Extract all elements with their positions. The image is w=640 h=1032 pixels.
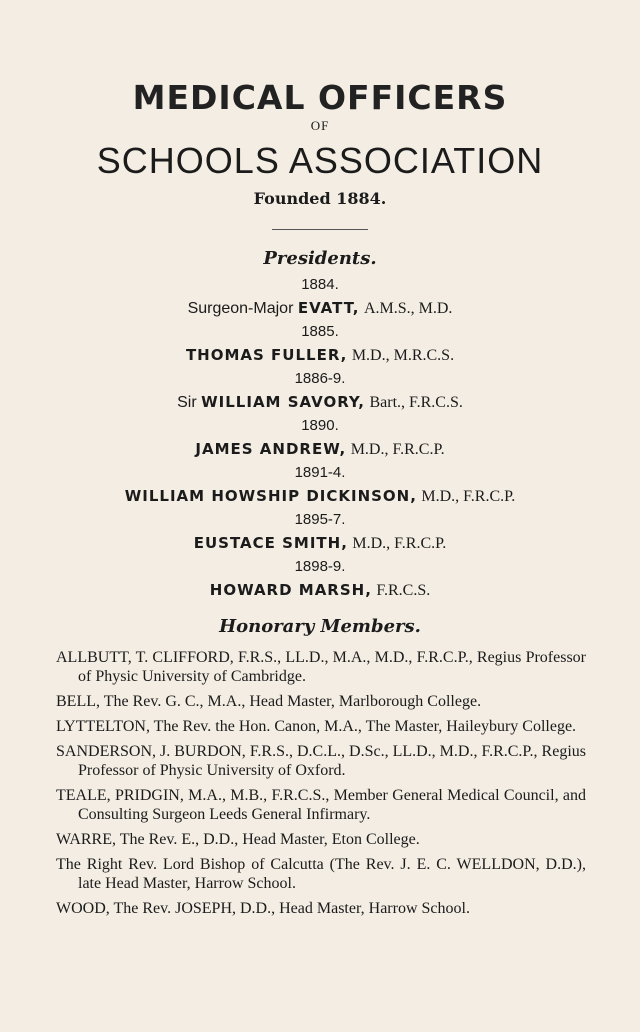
president-name-line: [0, 437, 640, 461]
president-year: 1886-9.: [294, 370, 346, 387]
member-entry: The Right Rev. Lord Bishop of Calcutta (The Rev. J. E. C. WELLDON, D.D.), late Head Master, Harrow School.: [56, 856, 586, 892]
member-entry: WOOD, The Rev. JOSEPH, D.D., Head Master, Harrow School.: [56, 900, 470, 917]
president-degrees: M.D., F.R.C.P.: [350, 441, 445, 458]
president-degrees: M.D., M.R.C.S.: [351, 347, 455, 364]
member-entry: SANDERSON, J. BURDON, F.R.S., D.C.L., D.Sc., LL.D., M.D., F.R.C.P., Regius Professor of Physic University of Oxford.: [56, 743, 586, 779]
president-degrees: A.M.S., M.D.: [363, 300, 453, 317]
president-year: 1890.: [301, 417, 339, 434]
member-entry: TEALE, PRIDGIN, M.A., M.B., F.R.C.S., Member General Medical Council, and Consulting Surgeon Leeds General Infirmary.: [56, 787, 586, 823]
president-entry: [0, 509, 640, 555]
member-entry: LYTTELTON, The Rev. the Hon. Canon, M.A., The Master, Haileybury College.: [56, 718, 577, 735]
president-entry: [0, 415, 640, 461]
member-entry: BELL, The Rev. G. C., M.A., Head Master, Marlborough College.: [56, 693, 482, 710]
president-year: 1884.: [301, 276, 339, 293]
president-name: WILLIAM HOWSHIP DICKINSON,: [124, 487, 417, 505]
president-name-line: [0, 484, 640, 508]
founded-line: Founded 1884.: [253, 189, 387, 208]
president-name-line: [0, 390, 640, 414]
president-year: 1891-4.: [294, 464, 346, 481]
president-entry: [0, 274, 640, 320]
president-name: WILLIAM SAVORY,: [201, 393, 366, 411]
president-entry: [0, 368, 640, 414]
president-name-line: [0, 531, 640, 555]
member-entry: WARRE, The Rev. E., D.D., Head Master, Eton College.: [56, 831, 420, 848]
president-degrees: M.D., F.R.C.P.: [352, 535, 447, 552]
president-year: 1895-7.: [294, 511, 346, 528]
president-prefix: Surgeon-Major: [187, 300, 294, 317]
president-degrees: F.R.C.S.: [376, 582, 431, 599]
title-line-2: OF: [310, 118, 330, 133]
president-name: HOWARD MARSH,: [209, 581, 372, 599]
president-name: THOMAS FULLER,: [185, 346, 348, 364]
presidents-heading: Presidents.: [263, 248, 377, 269]
title-line-1: MEDICAL OFFICERS: [132, 78, 508, 117]
president-name: JAMES ANDREW,: [195, 440, 347, 458]
president-name-line: [0, 578, 640, 602]
divider-rule: [272, 229, 368, 230]
president-entry: [0, 556, 640, 602]
member-entry: ALLBUTT, T. CLIFFORD, F.R.S., LL.D., M.A., M.D., F.R.C.P., Regius Professor of Physic University of Cambridge.: [56, 649, 586, 685]
president-entry: [0, 321, 640, 367]
president-name-line: [0, 343, 640, 367]
president-degrees: Bart., F.R.C.S.: [369, 394, 463, 411]
honorary-members-heading: Honorary Members.: [219, 616, 421, 637]
president-name: EVATT,: [297, 299, 360, 317]
president-name-line: [0, 296, 640, 320]
presidents-list: [0, 274, 640, 603]
president-degrees: M.D., F.R.C.P.: [421, 488, 516, 505]
president-year: 1898-9.: [294, 558, 346, 575]
president-entry: [0, 462, 640, 508]
honorary-members-list: [56, 648, 586, 924]
title-line-3: SCHOOLS ASSOCIATION: [96, 140, 544, 181]
president-year: 1885.: [301, 323, 339, 340]
president-name: EUSTACE SMITH,: [193, 534, 348, 552]
president-prefix: Sir: [177, 394, 197, 411]
